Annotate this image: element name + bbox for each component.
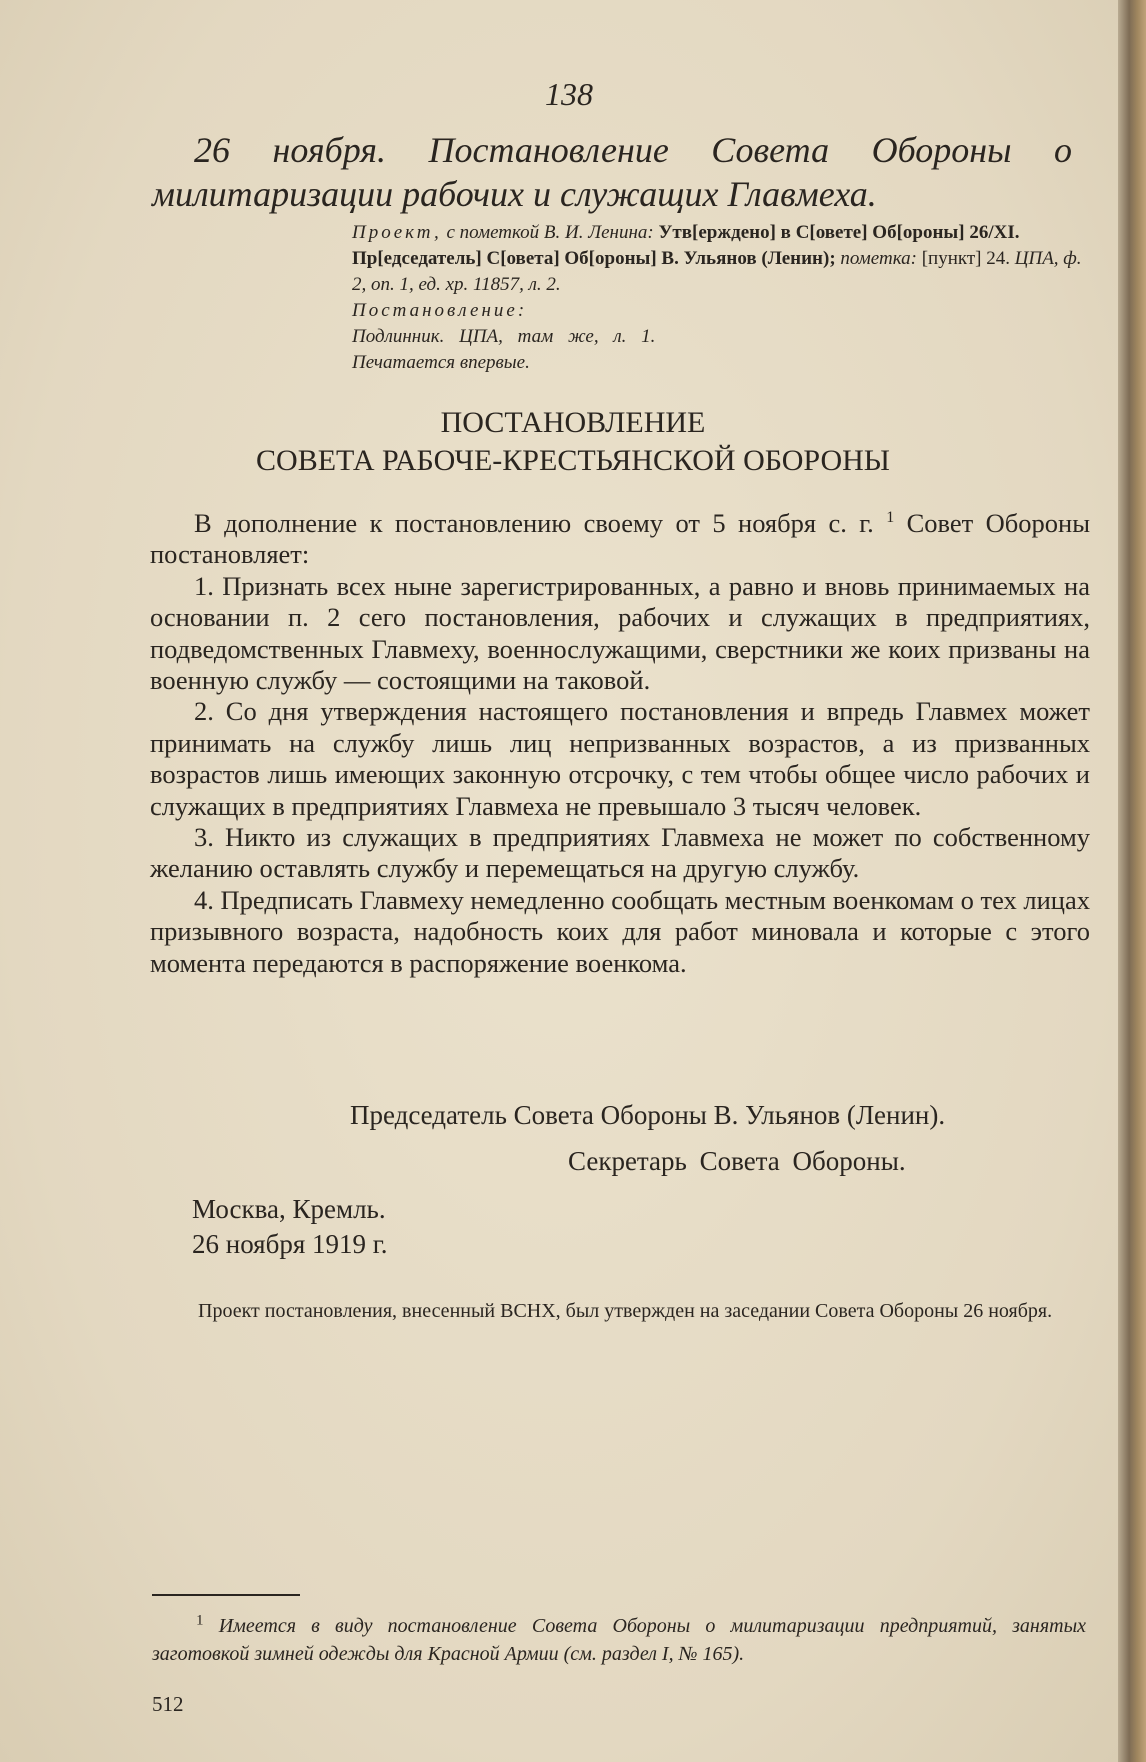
place-city: Москва, Кремль. xyxy=(192,1194,386,1224)
source-approval: Утв[ерждено] в С[овете] Об[ороны] 26/XI. Пр[едседатель] С[овета] Об[ороны] В. Ульянов (Ленин); xyxy=(352,222,1020,269)
decree-intro xyxy=(150,508,1090,571)
footnote-divider xyxy=(152,1594,300,1596)
decree-intro-text: В дополнение к постановлению своему от 5 ноября с. г. xyxy=(194,508,874,538)
editorial-note: Проект постановления, внесенный ВСНХ, был утвержден на заседании Совета Обороны 26 ноября. xyxy=(198,1300,1053,1322)
document-title: 26 ноября. Постановление Совета Обороны о милитаризации рабочих и служащих Главмеха. xyxy=(152,130,1072,214)
footnote-reference: 1 xyxy=(886,509,895,527)
decree-body xyxy=(150,508,1090,979)
source-note xyxy=(352,220,1092,376)
decree-point-4: 4. Предписать Главмеху немедленно сообщать местным военкомам о тех лицах призывного возраста, надобность коих для работ миновала и которые с этого момента передаются в распоряжение военкома. xyxy=(150,884,1090,978)
page-number: 512 xyxy=(152,1692,184,1716)
source-original: Подлинник. ЦПА, там же, л. 1. xyxy=(352,326,656,347)
decree-intro-text-end: Совет Обороны постановляет: xyxy=(150,508,1091,570)
book-binding-edge xyxy=(1118,0,1146,1762)
place-and-date xyxy=(192,1192,388,1262)
footnote xyxy=(152,1612,1086,1668)
decree-point-1: 1. Признать всех ныне зарегистрированных, а равно и вновь принимаемых на основании п. 2 сего постановления, рабочих и служащих в предприятиях, подведомственных Главмеху, военнослужащими, сверстники же коих призваны на военную службу — состоящими на таковой. xyxy=(150,570,1090,696)
source-mark-label: пометка: xyxy=(840,248,917,269)
document-number: 138 xyxy=(545,76,593,112)
decree-heading-line1: ПОСТАНОВЛЕНИЕ xyxy=(440,406,706,439)
footnote-marker: 1 xyxy=(196,1612,204,1629)
source-archive-ref: ЦПА, ф. 2, оп. 1, ед. хр. 11857, л. 2. xyxy=(352,248,1082,295)
source-first-print: Печатается впервые. xyxy=(352,352,530,373)
decree-point-2: 2. Со дня утверждения настоящего постановления и впредь Главмех может принимать на службу лишь лиц непризванных возрастов, а из призванных возрастов лишь имеющих законную отсрочку, с тем чтобы общее число рабочих и служащих в предприятиях Главмеха не превышало 3 тысяч человек. xyxy=(150,696,1090,821)
decree-point-3: 3. Никто из служащих в предприятиях Главмеха не может по собственному желанию оставлять службу и перемещаться на другую службу. xyxy=(150,822,1090,884)
decree-heading xyxy=(14,404,1118,480)
footnote-text: Имеется в виду постановление Совета Обороны о милитаризации предприятий, занятых заготовкой зимней одежды для Красной Армии (см. раздел I, № 165). xyxy=(152,1615,1087,1665)
source-decree-label: Постановление: xyxy=(352,300,528,321)
secretary-signature: Секретарь Совета Обороны. xyxy=(568,1146,906,1176)
chairman-signature: Председатель Совета Обороны В. Ульянов (Ленин). xyxy=(350,1100,946,1130)
source-project-note: с пометкой В. И. Ленина: xyxy=(446,222,654,243)
source-project-label: Проект, xyxy=(352,222,442,243)
decree-heading-line2: СОВЕТА РАБОЧЕ-КРЕСТЬЯНСКОЙ ОБОРОНЫ xyxy=(256,444,890,477)
place-date: 26 ноября 1919 г. xyxy=(192,1229,388,1259)
source-approval-block xyxy=(352,220,1092,298)
source-mark-value: [пункт] 24. xyxy=(921,248,1010,269)
